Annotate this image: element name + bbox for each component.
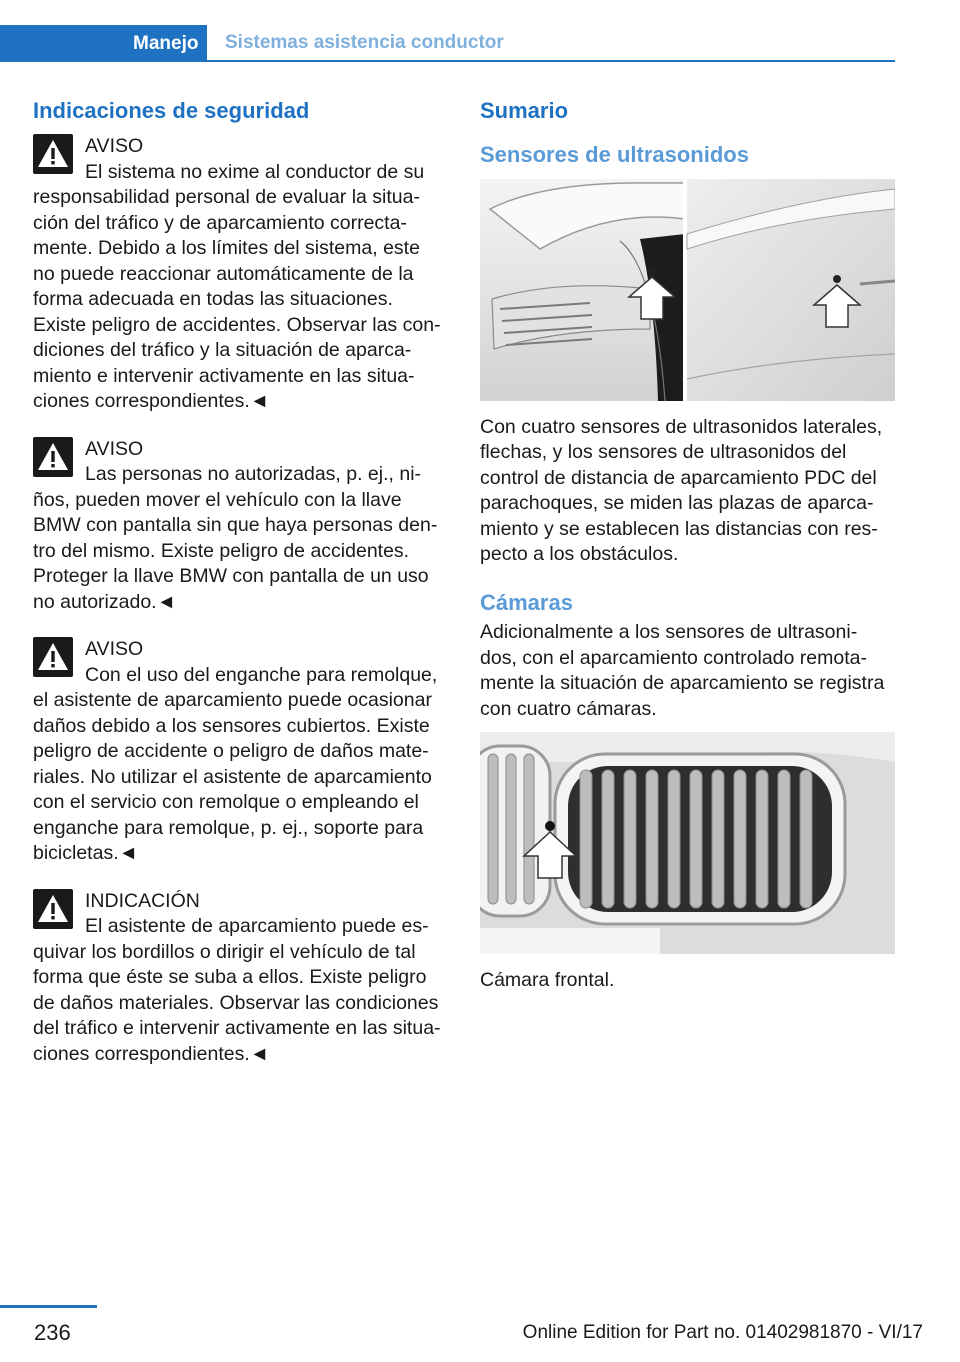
text-line: ños, pueden mover el vehículo con la llave [33, 488, 402, 511]
cameras-heading: Cámaras [480, 589, 573, 615]
text-line: mente la situación de aparcamiento se registra [480, 672, 885, 695]
warning-block [33, 637, 448, 867]
text-line: flechas, y los sensores de ultrasonidos del [480, 441, 847, 464]
text-line: Adicionalmente a los sensores de ultrasoni- [480, 621, 858, 644]
text-line: Con el uso del enganche para remolque, [85, 663, 438, 686]
text-line: riales. No utilizar el asistente de aparcamiento [33, 765, 432, 788]
text-line: ción del tráfico y de aparcamiento correcta- [33, 211, 407, 234]
section-tab: Manejo [115, 25, 207, 62]
text-line: con el servicio con remolque o empleando el [33, 791, 419, 814]
text-line: control de distancia de aparcamiento PDC del [480, 466, 877, 489]
header-accent-bar [0, 25, 115, 62]
text-line: BMW con pantalla sin que haya personas den- [33, 514, 438, 537]
text-line: responsabilidad personal de evaluar la situa- [33, 186, 420, 209]
cameras-paragraph [480, 620, 895, 722]
warning-label: INDICACIÓN [85, 889, 200, 912]
warnings-list [33, 134, 448, 1067]
warning-triangle-icon [33, 637, 73, 677]
text-line: quivar los bordillos o dirigir el vehículo de tal [33, 940, 416, 963]
text-line: ciones correspondientes.◄ [33, 1042, 270, 1065]
text-line: enganche para remolque, p. ej., soporte para [33, 816, 424, 839]
text-line: Las personas no autorizadas, p. ej., ni- [85, 463, 422, 486]
warning-triangle-icon [33, 437, 73, 477]
warning-triangle-icon [33, 134, 73, 174]
text-line: diciones del tráfico y la situación de aparca- [33, 339, 412, 362]
text-line: ciones correspondientes.◄ [33, 390, 270, 413]
text-line: parachoques, se miden las plazas de aparca- [480, 492, 874, 515]
right-column [480, 98, 895, 1016]
text-line: no autorizado.◄ [33, 590, 176, 613]
text-line: forma adecuada en todas las situaciones. [33, 288, 393, 311]
text-line: forma que éste se suba a ellos. Existe peligro [33, 966, 427, 989]
safety-heading: Indicaciones de seguridad [33, 98, 310, 123]
text-line: Existe peligro de accidentes. Observar las con- [33, 313, 441, 336]
text-line: peligro de accidente o peligro de daños mate- [33, 740, 429, 763]
warning-block [33, 134, 448, 415]
text-line: de daños materiales. Observar las condiciones [33, 991, 439, 1014]
text-line: Con cuatro sensores de ultrasonidos laterales, [480, 415, 883, 438]
car-sensor-illustration [480, 179, 895, 401]
chapter-tab: Sistemas asistencia conductor [207, 25, 895, 62]
text-line: pecto a los obstáculos. [480, 543, 679, 566]
text-line: daños debido a los sensores cubiertos. Existe [33, 714, 430, 737]
text-line: tro del mismo. Existe peligro de accidentes. [33, 539, 410, 562]
page-header [0, 25, 895, 62]
warning-triangle-icon [33, 889, 73, 929]
warning-label: AVISO [85, 638, 144, 661]
page-number: 236 [34, 1320, 71, 1345]
summary-heading: Sumario [480, 98, 569, 123]
ultrasonic-paragraph [480, 415, 895, 568]
warning-text [33, 437, 448, 616]
text-line: miento y se establecen las distancias con res- [480, 517, 878, 540]
text-line: El sistema no exime al conductor de su [85, 160, 425, 183]
text-line: El asistente de aparcamiento puede es- [85, 915, 429, 938]
text-line: Proteger la llave BMW con pantalla de un uso [33, 565, 429, 588]
warning-block [33, 437, 448, 616]
ultrasonic-heading: Sensores de ultrasonidos [480, 142, 749, 168]
text-line: del tráfico e intervenir activamente en las situa- [33, 1017, 441, 1040]
text-line: miento e intervenir activamente en las situa- [33, 364, 415, 387]
edition-note: Online Edition for Part no. 01402981870 - VI/17 [522, 1322, 923, 1343]
warning-label: AVISO [85, 437, 144, 460]
text-line: no puede reaccionar automáticamente de la [33, 262, 414, 285]
front-grille-illustration [480, 732, 895, 954]
warning-text [33, 889, 448, 1068]
text-line: dos, con el aparcamiento controlado remota- [480, 646, 867, 669]
text-line: bicicletas.◄ [33, 842, 138, 865]
warning-block [33, 889, 448, 1068]
left-column [33, 98, 448, 1089]
text-line: el asistente de aparcamiento puede ocasionar [33, 689, 432, 712]
warning-text [33, 134, 448, 415]
camera-figure [480, 732, 895, 954]
text-line: mente. Debido a los límites del sistema, este [33, 237, 420, 260]
text-line: con cuatro cámaras. [480, 697, 657, 720]
footer-accent-line [0, 1305, 97, 1308]
sensor-figure [480, 179, 895, 401]
warning-label: AVISO [85, 135, 144, 158]
warning-text [33, 637, 448, 867]
figure-caption: Cámara frontal. [480, 969, 615, 992]
